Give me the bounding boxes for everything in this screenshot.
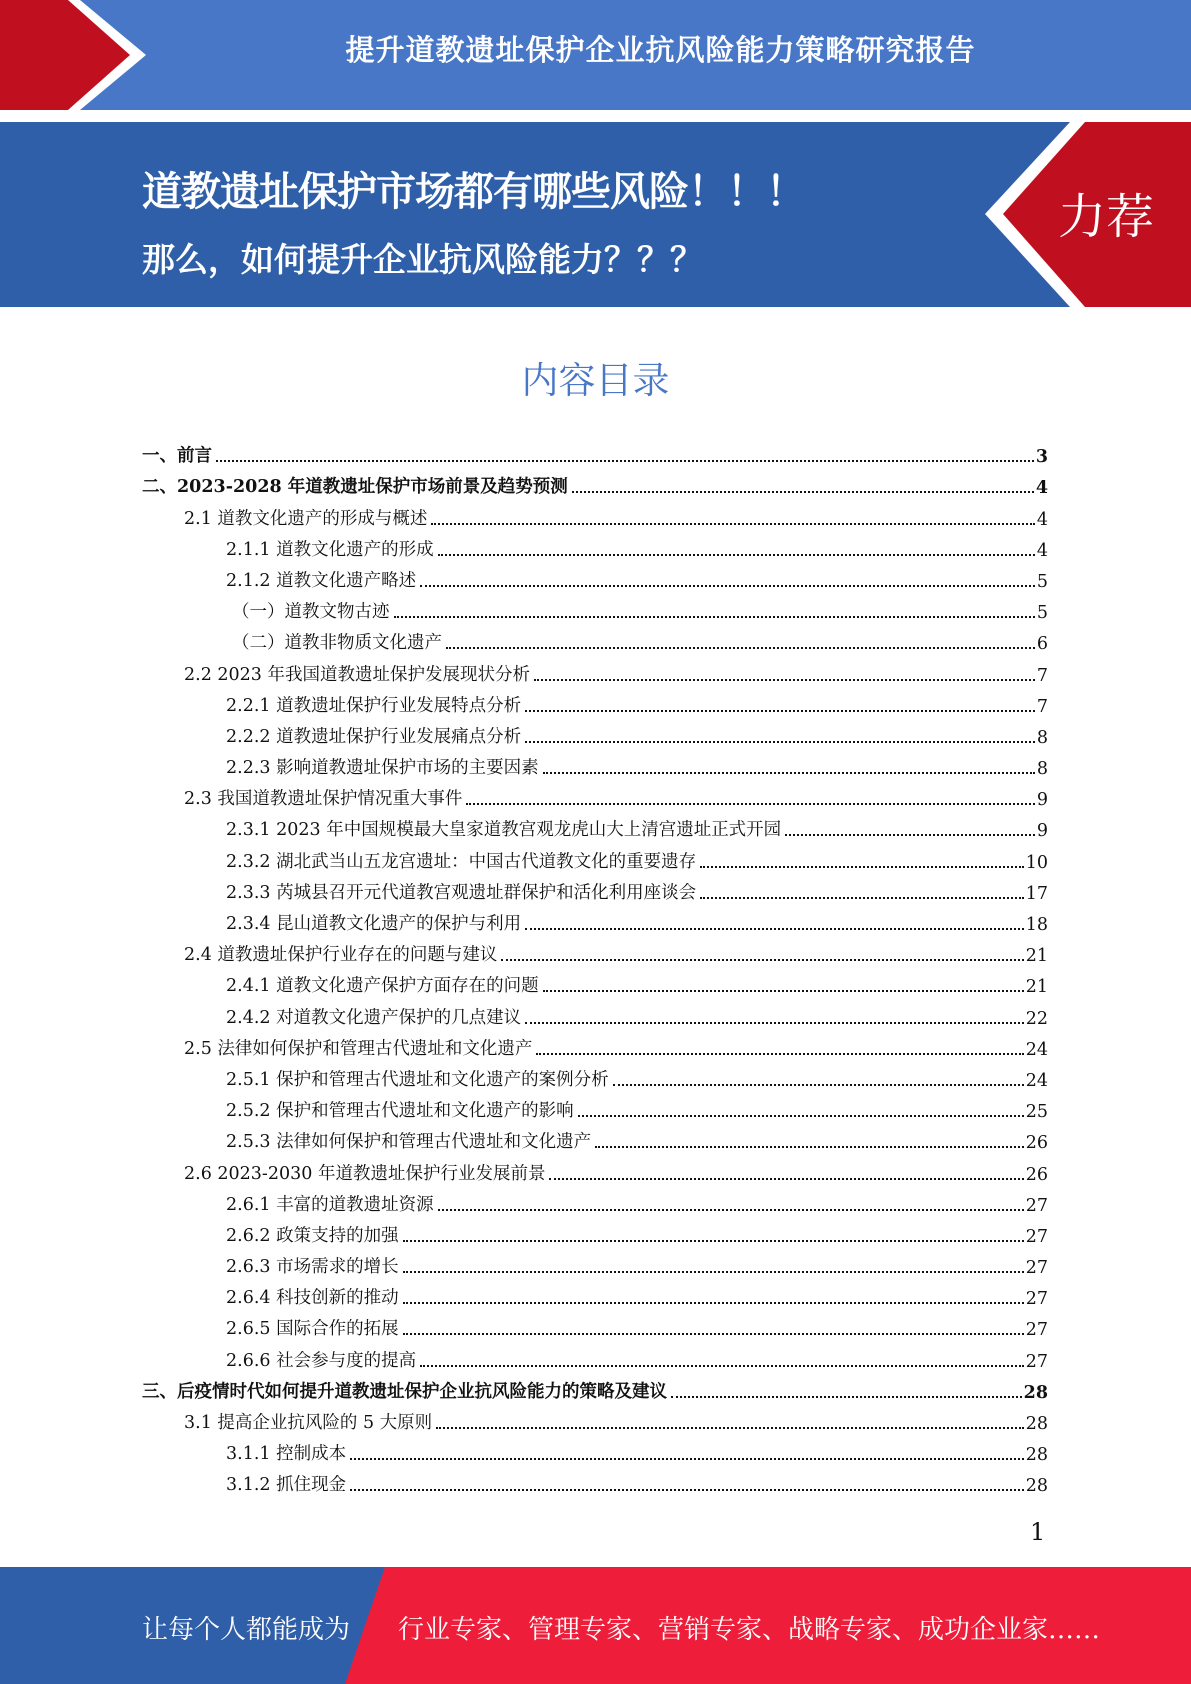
toc-entry-title: 2.3 我国道教遗址保护情况重大事件 (184, 789, 463, 810)
toc-entry[interactable] (142, 654, 1048, 685)
toc-leader-dots (671, 1396, 1022, 1398)
toc-entry[interactable] (142, 1465, 1048, 1496)
toc-entry[interactable] (142, 1247, 1048, 1278)
toc-leader-dots (403, 1240, 1024, 1242)
toc-entry[interactable] (142, 1278, 1048, 1309)
toc-entry-title: 2.3.1 2023 年中国规模最大皇家道教宫观龙虎山大上清宫遗址正式开园 (226, 820, 782, 841)
toc-leader-dots (525, 928, 1024, 930)
footer-banner (0, 1567, 1191, 1684)
toc-entry[interactable] (142, 1060, 1048, 1091)
toc-entry[interactable] (142, 1029, 1048, 1060)
toc-entry[interactable] (142, 686, 1048, 717)
toc-leader-dots (549, 1178, 1023, 1180)
toc-entry-title: 2.2.1 道教遗址保护行业发展特点分析 (226, 695, 522, 716)
toc-entry-page: 26 (1025, 1164, 1048, 1185)
page-number: 1 (1030, 1518, 1046, 1546)
toc-entry-title: 三、后疫情时代如何提升道教遗址保护企业抗风险能力的策略及建议 (142, 1381, 667, 1402)
toc-entry[interactable] (142, 935, 1048, 966)
toc-leader-dots (501, 959, 1023, 961)
toc-entry-page: 28 (1025, 1476, 1048, 1497)
toc-entry-title: （一）道教文物古迹 (232, 602, 390, 623)
toc-entry[interactable] (142, 1153, 1048, 1184)
toc-entry-title: 2.3.3 芮城县召开元代道教宫观遗址群保护和活化利用座谈会 (226, 882, 697, 903)
toc-entry-title: 2.4.1 道教文化遗产保护方面存在的问题 (226, 976, 539, 997)
toc-entry-title: 2.2.2 道教遗址保护行业发展痛点分析 (226, 726, 522, 747)
toc-entry-page: 9 (1036, 790, 1048, 811)
toc-entry-page: 21 (1025, 977, 1048, 998)
toc-leader-dots (536, 1053, 1023, 1055)
recommend-badge: 力荐 (1058, 189, 1155, 245)
toc-entry-title: 2.6.6 社会参与度的提高 (226, 1350, 417, 1371)
toc-entry-title: 2.4.2 对道教文化遗产保护的几点建议 (226, 1007, 522, 1028)
toc-entry-title: （二）道教非物质文化遗产 (232, 633, 442, 654)
toc-entry-page: 5 (1036, 603, 1048, 624)
report-title: 提升道教遗址保护企业抗风险能力策略研究报告 (345, 33, 976, 67)
toc-leader-dots (785, 834, 1035, 836)
toc-entry-page: 24 (1025, 1070, 1048, 1091)
toc-leader-dots (436, 1427, 1024, 1429)
toc-leader-dots (431, 523, 1034, 525)
toc-entry-title: 2.5.3 法律如何保护和管理古代遗址和文化遗产 (226, 1132, 592, 1153)
toc-entry-page: 28 (1025, 1445, 1048, 1466)
toc-entry-title: 二、2023-2028 年道教遗址保护市场前景及趋势预测 (142, 477, 568, 498)
toc-leader-dots (438, 1209, 1024, 1211)
toc-leader-dots (403, 1333, 1024, 1335)
toc-entry[interactable] (142, 810, 1048, 841)
toc-entry[interactable] (142, 498, 1048, 529)
toc-entry-page: 24 (1025, 1039, 1048, 1060)
toc-leader-dots (578, 1115, 1024, 1117)
toc-leader-dots (613, 1084, 1024, 1086)
header-red-arrow (0, 0, 150, 110)
toc-entry[interactable] (142, 717, 1048, 748)
header-band (0, 0, 1191, 110)
toc-entry[interactable] (142, 623, 1048, 654)
toc-leader-dots (403, 1302, 1024, 1304)
toc-entry-page: 4 (1036, 509, 1048, 530)
toc-entry[interactable] (142, 436, 1048, 467)
toc-leader-dots (438, 554, 1035, 556)
toc-entry[interactable] (142, 530, 1048, 561)
toc-entry[interactable] (142, 561, 1048, 592)
toc-entry-page: 8 (1036, 727, 1048, 748)
toc-leader-dots (420, 1365, 1024, 1367)
toc-entry-title: 2.5.2 保护和管理古代遗址和文化遗产的影响 (226, 1101, 574, 1122)
toc-entry-page: 27 (1025, 1258, 1048, 1279)
toc-entry-title: 2.6.5 国际合作的拓展 (226, 1319, 399, 1340)
toc-entry[interactable] (142, 1122, 1048, 1153)
toc-entry-page: 26 (1025, 1133, 1048, 1154)
table-of-contents (142, 436, 1048, 1496)
toc-leader-dots (700, 866, 1024, 868)
toc-leader-dots (525, 710, 1035, 712)
toc-heading: 内容目录 (521, 359, 670, 402)
toc-entry-title: 2.5 法律如何保护和管理古代遗址和文化遗产 (184, 1038, 533, 1059)
toc-entry-title: 3.1 提高企业抗风险的 5 大原则 (184, 1413, 433, 1433)
toc-entry-title: 3.1.1 控制成本 (226, 1444, 347, 1465)
toc-leader-dots (595, 1146, 1024, 1148)
toc-leader-dots (534, 679, 1035, 681)
footer-slogan-right: 行业专家、管理专家、营销专家、战略专家、成功企业家…… (398, 1615, 1101, 1645)
toc-entry[interactable] (142, 1372, 1048, 1403)
toc-entry-page: 18 (1025, 915, 1048, 935)
toc-entry-page: 8 (1036, 759, 1048, 780)
toc-leader-dots (543, 990, 1024, 992)
toc-leader-dots (350, 1458, 1024, 1460)
toc-entry-page: 6 (1036, 634, 1048, 655)
toc-entry-title: 2.4 道教遗址保护行业存在的问题与建议 (184, 945, 498, 966)
toc-entry[interactable] (142, 1434, 1048, 1465)
toc-entry-title: 2.6.4 科技创新的推动 (226, 1288, 399, 1309)
toc-entry[interactable] (142, 1309, 1048, 1340)
toc-entry[interactable] (142, 1340, 1048, 1371)
toc-entry-title: 2.1 道教文化遗产的形成与概述 (184, 508, 428, 529)
toc-entry-page: 7 (1036, 696, 1048, 717)
toc-entry-page: 27 (1025, 1320, 1048, 1341)
toc-entry[interactable] (142, 1091, 1048, 1122)
toc-entry-page: 27 (1025, 1351, 1048, 1372)
toc-entry-page: 27 (1025, 1226, 1048, 1247)
toc-leader-dots (446, 647, 1035, 649)
toc-entry[interactable] (142, 904, 1048, 935)
toc-leader-dots (350, 1489, 1024, 1491)
toc-entry-page: 4 (1035, 478, 1048, 499)
toc-entry-page: 25 (1025, 1102, 1048, 1123)
toc-entry-title: 2.6.3 市场需求的增长 (226, 1257, 399, 1278)
toc-entry[interactable] (142, 467, 1048, 498)
toc-entry[interactable] (142, 997, 1048, 1028)
toc-leader-dots (572, 491, 1034, 493)
toc-entry-page: 10 (1025, 852, 1048, 873)
toc-entry-title: 2.2 2023 年我国道教遗址保护发展现状分析 (184, 664, 530, 685)
toc-entry-title: 2.6.1 丰富的道教遗址资源 (226, 1194, 434, 1215)
toc-entry[interactable] (142, 748, 1048, 779)
toc-leader-dots (466, 803, 1034, 805)
toc-entry-page: 28 (1025, 1414, 1048, 1434)
toc-entry-title: 2.2.3 影响道教遗址保护市场的主要因素 (226, 758, 539, 779)
toc-leader-dots (700, 897, 1024, 899)
toc-entry-page: 4 (1036, 540, 1048, 561)
toc-entry-page: 7 (1036, 665, 1048, 686)
toc-entry[interactable] (142, 592, 1048, 623)
toc-leader-dots (543, 772, 1035, 774)
toc-leader-dots (394, 616, 1035, 618)
toc-entry[interactable] (142, 1216, 1048, 1247)
toc-leader-dots (420, 585, 1035, 587)
toc-leader-dots (525, 1022, 1024, 1024)
toc-entry[interactable] (142, 841, 1048, 872)
toc-entry[interactable] (142, 966, 1048, 997)
toc-entry[interactable] (142, 1185, 1048, 1216)
toc-entry[interactable] (142, 779, 1048, 810)
toc-entry-page: 27 (1025, 1289, 1048, 1310)
hero-subheadline: 那么，如何提升企业抗风险能力？？？ (142, 240, 703, 279)
hero-banner (0, 122, 1191, 307)
toc-entry-title: 2.3.4 昆山道教文化遗产的保护与利用 (226, 914, 522, 934)
footer-slogan-left: 让每个人都能成为 (142, 1615, 351, 1645)
toc-entry-page: 27 (1025, 1195, 1048, 1216)
hero-headline: 道教遗址保护市场都有哪些风险！！！ (142, 169, 805, 215)
toc-entry-title: 2.6 2023-2030 年道教遗址保护行业发展前景 (184, 1163, 546, 1184)
toc-entry-title: 3.1.2 抓住现金 (226, 1475, 347, 1496)
toc-entry-page: 3 (1035, 447, 1048, 468)
toc-entry[interactable] (142, 1403, 1048, 1434)
toc-entry-title: 2.1.2 道教文化遗产略述 (226, 570, 417, 591)
toc-entry[interactable] (142, 873, 1048, 904)
toc-entry-page: 21 (1025, 946, 1048, 967)
toc-entry-page: 22 (1025, 1008, 1048, 1029)
toc-entry-title: 2.1.1 道教文化遗产的形成 (226, 539, 434, 560)
toc-entry-title: 2.6.2 政策支持的加强 (226, 1225, 399, 1246)
toc-entry-title: 2.3.2 湖北武当山五龙宫遗址：中国古代道教文化的重要遗存 (226, 851, 697, 872)
toc-leader-dots (403, 1271, 1024, 1273)
toc-entry-page: 28 (1023, 1382, 1048, 1403)
toc-entry-page: 17 (1025, 883, 1048, 904)
toc-entry-page: 5 (1036, 571, 1048, 592)
toc-entry-page: 9 (1036, 821, 1048, 842)
toc-leader-dots (216, 460, 1034, 462)
toc-entry-title: 一、前言 (142, 446, 212, 467)
toc-entry-title: 2.5.1 保护和管理古代遗址和文化遗产的案例分析 (226, 1069, 609, 1090)
toc-leader-dots (525, 741, 1035, 743)
